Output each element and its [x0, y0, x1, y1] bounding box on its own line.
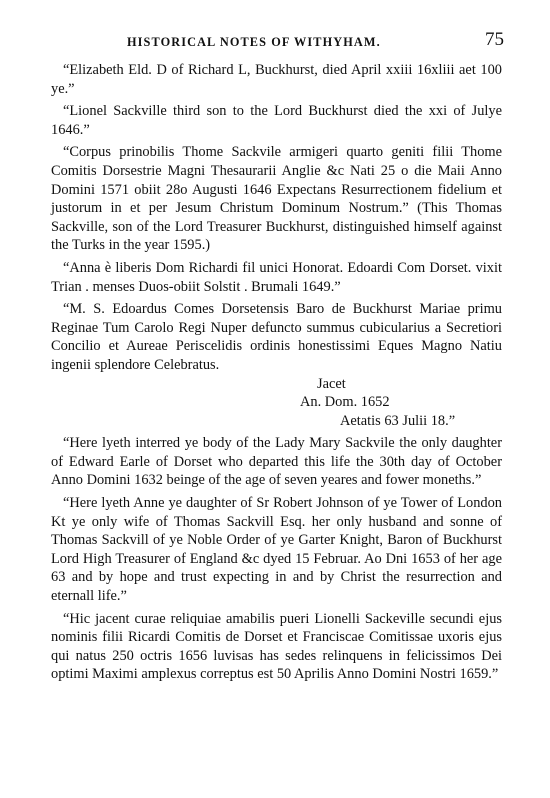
- entry-thomas-sackvile: “Corpus prinobilis Thome Sackvile armigeri quarto geniti filii Thome Comitis Dorsestrie Magni Thesaurarii Anglie &c Nati 25 o die Maii Anno Domini 1571 obiit 28o Augusti 1646 Expectans Resurrectionem fidelium et justorum in et per Jesum Christum Dominum Nostrum.” (This Thomas Sackville, son of the Lord Treasurer Buckhurst, distinguished himself against the Turks in the year 1595.): [51, 144, 502, 254]
- entry-elizabeth-eld: “Elizabeth Eld. D of Richard L, Buckhurst, died April xxiii 16xliii aet 100 ye.”: [51, 62, 502, 97]
- jacet-block: [51, 375, 502, 431]
- entry-lionel-sackeville: “Hic jacent curae reliquiae amabilis pueri Lionelli Sackeville secundi ejus nominis filii Ricardi Comitis de Dorset et Franciscae Comitissae uxoris ejus qui natus 250 octris 1656 luvisas has sedes relinquens in felicissimos Dei optimi Maximi amplexus correptus est 50 Aprilis Anno Domini Nostri 1659.”: [51, 610, 502, 683]
- running-title: HISTORICAL NOTES OF WITHYHAM.: [127, 35, 381, 49]
- jacet-line: Jacet: [317, 375, 346, 392]
- page-body: [51, 61, 502, 688]
- entry-lionel-sackville: “Lionel Sackville third son to the Lord Buckhurst died the xxi of Julye 1646.”: [51, 103, 502, 138]
- entry-lady-mary-sackvile: “Here lyeth interred ye body of the Lady Mary Sackvile the only daughter of Edward Earle of Dorset who departed this life the 30th day of October Anno Domini 1632 beinge of the age of seven yeares and fower moneths.”: [51, 435, 502, 489]
- entry-anne-johnson: “Here lyeth Anne ye daughter of Sr Robert Johnson of ye Tower of London Kt ye only wife of Thomas Sackvill Esq. her only husband and sonne of Thomas Sackvill of ye Noble Order of ye Garter Knight, Baron of Buckhurst Lord High Treasurer of England &c dyed 15 Februar. Ao Dni 1653 of her age 63 and by hope and trust expecting in and by Christ the resurrection and eternall life.”: [51, 495, 502, 605]
- entry-edoardus: “M. S. Edoardus Comes Dorsetensis Baro de Buckhurst Mariae primu Reginae Tum Carolo Regi Nuper defuncto summus cubicularius a Secretiori Concilio et Aureae Periscelidis ordinis honestissimi Eques Magno Natiu ingenii splendore Celebratus.: [51, 301, 502, 373]
- jacet-age-line: Aetatis 63 Julii 18.”: [340, 412, 456, 429]
- jacet-date-line: An. Dom. 1652: [300, 394, 390, 411]
- page-header: [51, 26, 502, 56]
- book-page: [51, 26, 504, 683]
- entry-anna: “Anna è liberis Dom Richardi fil unici Honorat. Edoardi Com Dorset. vixit Trian . menses Duos-obiit Solstit . Brumali 1649.”: [51, 259, 502, 295]
- page-number: 75: [485, 29, 504, 50]
